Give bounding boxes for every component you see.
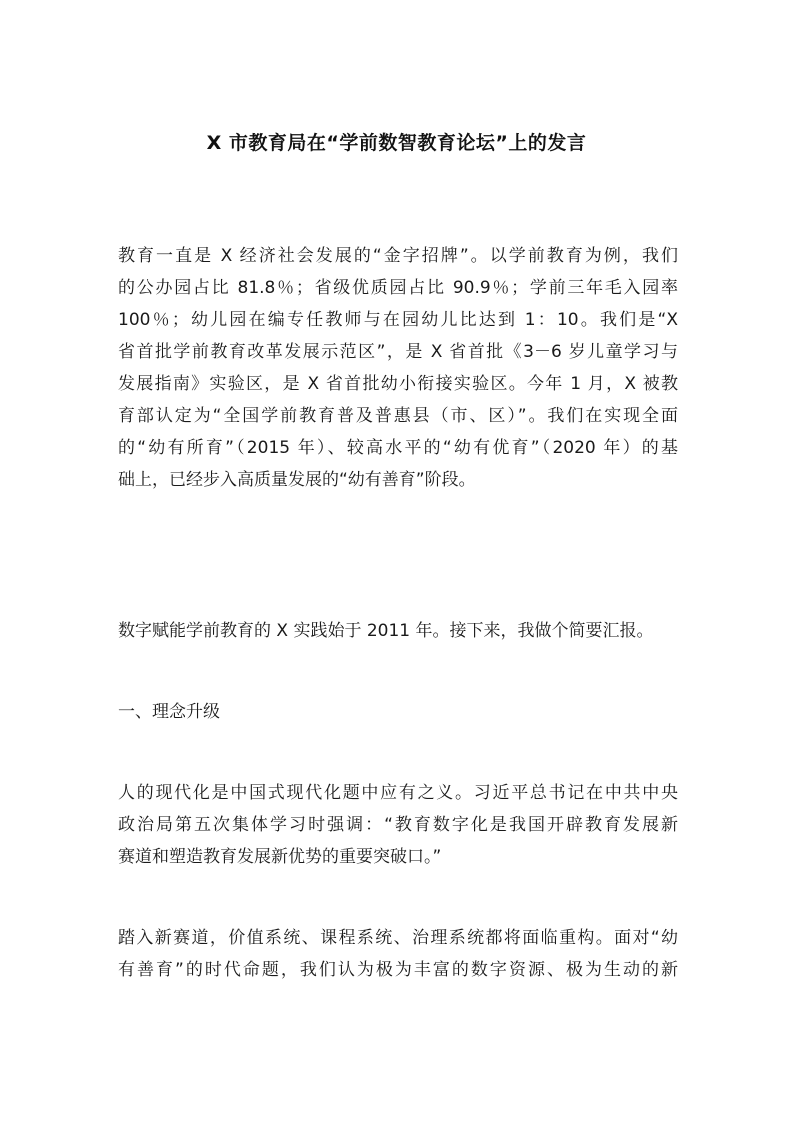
paragraph-line: 政治局第五次集体学习时强调：“教育数字化是我国开辟教育发展新	[118, 815, 678, 835]
paragraph-line: 人的现代化是中国式现代化题中应有之义。习近平总书记在中共中央	[118, 783, 678, 803]
paragraph-new-track	[118, 922, 678, 986]
paragraph-line: 教育一直是 X 经济社会发展的“金字招牌”。以学前教育为例，我们	[118, 246, 678, 266]
document-title: X 市教育局在“学前数智教育论坛”上的发言	[206, 132, 587, 154]
paragraph-line: 础上，已经步入高质量发展的“幼有善育”阶段。	[118, 470, 476, 490]
section-heading-text: 一、理念升级	[118, 702, 220, 722]
paragraph-line: 有善育”的时代命题，我们认为极为丰富的数字资源、极为生动的新	[118, 960, 678, 980]
paragraph-modernization	[118, 777, 678, 873]
paragraph-line: 数字赋能学前教育的 X 实践始于 2011 年。接下来，我做个简要汇报。	[118, 621, 654, 641]
paragraph-line: 赛道和塑造教育发展新优势的重要突破口。”	[118, 847, 442, 867]
paragraph-line: 的“幼有所育”（2015 年）、较高水平的“幼有优育”（2020 年）的基	[118, 438, 678, 458]
paragraph-line: 100％；幼儿园在编专任教师与在园幼儿比达到 1：10。我们是“X	[118, 310, 678, 330]
paragraph-practice	[118, 615, 678, 647]
paragraph-line: 的公办园占比 81.8％；省级优质园占比 90.9％；学前三年毛入园率	[118, 278, 678, 298]
paragraph-line: 发展指南》实验区，是 X 省首批幼小衔接实验区。今年 1 月，X 被教	[118, 374, 678, 394]
paragraph-line: 育部认定为“全国学前教育普及普惠县（市、区）”。我们在实现全面	[118, 406, 678, 426]
paragraph-intro	[118, 240, 678, 496]
paragraph-line: 省首批学前教育改革发展示范区”，是 X 省首批《3－6 岁儿童学习与	[118, 342, 678, 362]
paragraph-line: 踏入新赛道，价值系统、课程系统、治理系统都将面临重构。面对“幼	[118, 928, 678, 948]
section-heading	[118, 696, 678, 728]
